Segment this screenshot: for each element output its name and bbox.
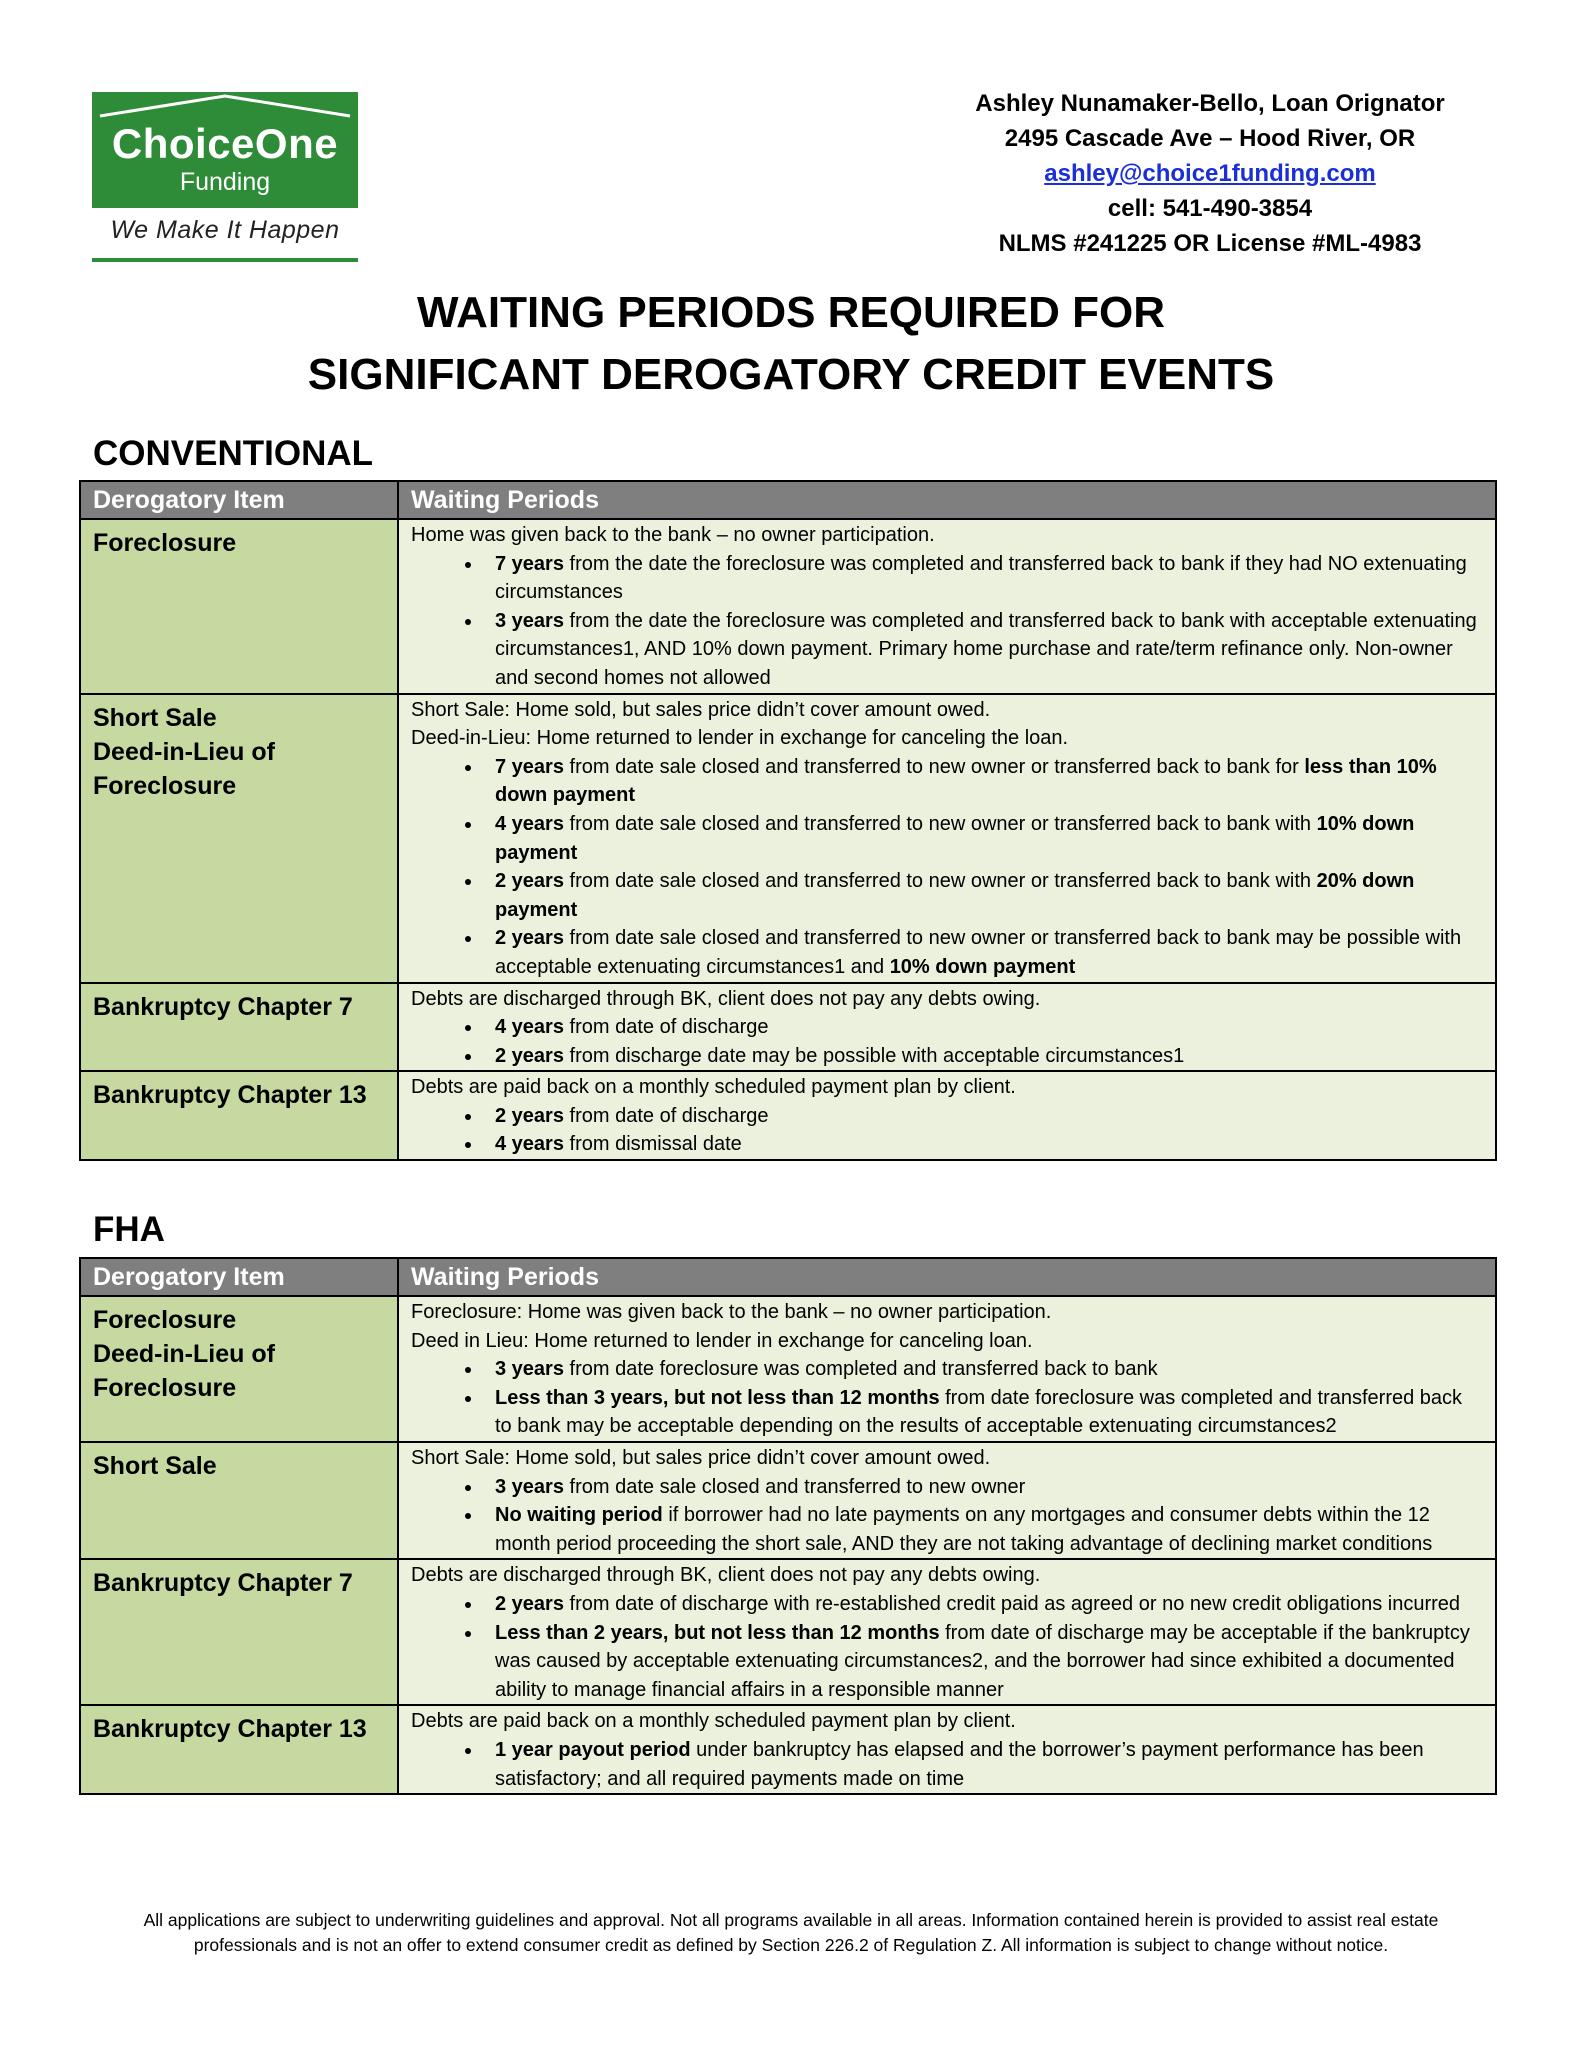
waiting-period-intro: Debts are paid back on a monthly scheduled payment plan by client.: [411, 1710, 1016, 1733]
bullet-text: from the date the foreclosure was completed and transferred back to bank with acceptable extenuating circumstances1, AND 10% down payment. Primary home purchase and rate/term refinance only. Non-owner and second homes not allowed: [495, 609, 1477, 689]
company-logo: [92, 92, 358, 264]
bullet-emphasis: 3 years: [495, 1475, 564, 1498]
bullet-text: from date of discharge with re-established credit paid as agreed or no new credit obligations incurred: [563, 1592, 1461, 1615]
column-header-item: Derogatory Item: [80, 1258, 398, 1296]
bullet-emphasis: 4 years: [495, 1133, 564, 1156]
waiting-period-bullet: [483, 924, 1483, 981]
title-line-2: SIGNIFICANT DEROGATORY CREDIT EVENTS: [307, 350, 1275, 399]
waiting-period-bullet: [483, 1619, 1483, 1705]
waiting-period-cell: [398, 1705, 1496, 1794]
conventional-table: [79, 480, 1497, 1161]
bullet-emphasis: 2 years: [495, 870, 564, 893]
table-row: [80, 1705, 1496, 1794]
derogatory-item-cell: [80, 1071, 398, 1160]
derogatory-item-label: Bankruptcy Chapter 7: [93, 1569, 353, 1598]
footer-disclaimer: All applications are subject to underwriting guidelines and approval. Not all programs available in all areas. Information contained herein is provided to assist real estate professionals and is not an offer to extend consumer credit as defined by Section 226.2 of Regulation Z. All information is subject to change without notice.: [143, 1910, 1439, 1955]
bullet-text: from the date the foreclosure was completed and transferred back to bank if they had NO extenuating circumstances: [495, 552, 1467, 604]
bullet-emphasis: 2 years: [495, 927, 564, 950]
bullet-text: from date foreclosure was completed and transferred back to bank may be acceptable depending on the results of acceptable extenuating circumstances2: [495, 1386, 1463, 1438]
table-row: [80, 1071, 1496, 1160]
title-line-1: WAITING PERIODS REQUIRED FOR: [416, 288, 1166, 337]
waiting-period-bullet: [483, 1013, 1483, 1042]
derogatory-item-label: Short Sale: [93, 1451, 217, 1480]
bullet-emphasis: 10% down payment: [889, 955, 1076, 978]
logo-box: [92, 92, 358, 208]
derogatory-item-label: Bankruptcy Chapter 13: [93, 1081, 367, 1110]
bullet-emphasis: 4 years: [495, 1016, 564, 1039]
waiting-period-intro: Debts are discharged through BK, client does not pay any debts owing.: [411, 1564, 1041, 1587]
waiting-period-bullet: [483, 1102, 1483, 1131]
waiting-period-intro: Short Sale: Home sold, but sales price didn’t cover amount owed.: [411, 698, 991, 721]
derogatory-item-cell: [80, 983, 398, 1072]
bullet-text: from discharge date may be possible with acceptable circumstances1: [563, 1044, 1185, 1067]
waiting-period-intro: Deed in Lieu: Home returned to lender in exchange for canceling loan.: [411, 1329, 1033, 1352]
bullet-emphasis: 7 years: [495, 755, 564, 778]
bullet-text: from date of discharge: [563, 1104, 769, 1127]
column-header-waiting: Waiting Periods: [398, 1258, 1496, 1296]
derogatory-item-label: Foreclosure: [93, 529, 237, 557]
table-row: [80, 1296, 1496, 1442]
logo-underline: [92, 258, 358, 262]
waiting-period-bullet: [483, 753, 1483, 810]
waiting-period-cell: [398, 694, 1496, 983]
bullet-emphasis: 2 years: [495, 1044, 564, 1067]
waiting-period-intro: Short Sale: Home sold, but sales price didn’t cover amount owed.: [411, 1446, 991, 1469]
waiting-period-bullet: [483, 1501, 1483, 1558]
waiting-period-list: [411, 1102, 1483, 1159]
waiting-period-list: [411, 1013, 1483, 1070]
derogatory-item-cell: [80, 519, 398, 694]
derogatory-item-cell: [80, 1296, 398, 1442]
table-row: [80, 694, 1496, 983]
waiting-period-intro: Home was given back to the bank – no owner participation.: [411, 524, 935, 546]
bullet-text: under bankruptcy has elapsed and the borrower’s payment performance has been satisfactory; and all required payments made on time: [495, 1738, 1424, 1790]
contact-address: 2495 Cascade Ave – Hood River, OR: [1004, 125, 1416, 152]
waiting-period-list: [411, 1355, 1483, 1441]
waiting-period-list: [411, 550, 1483, 693]
contact-name: Ashley Nunamaker-Bello, Loan Orignator: [975, 90, 1445, 117]
bullet-emphasis: less than 10% down payment: [495, 755, 1437, 807]
waiting-period-intro: Deed-in-Lieu: Home returned to lender in exchange for canceling the loan.: [411, 727, 1069, 750]
waiting-period-bullet: [483, 810, 1483, 867]
bullet-emphasis: No waiting period: [495, 1504, 663, 1527]
bullet-text: from date sale closed and transferred to new owner or transferred back to bank may be possible with acceptable extenuating circumstances1 and: [495, 927, 1462, 978]
column-header-waiting: Waiting Periods: [398, 481, 1496, 519]
waiting-period-bullet: [483, 607, 1483, 693]
logo-brand: ChoiceOne: [111, 120, 339, 167]
contact-email-link[interactable]: ashley@choice1funding.com: [1044, 160, 1376, 187]
bullet-text: if borrower had no late payments on any mortgages and consumer debts within the 12 month period proceeding the short sale, AND they are not taking advantage of declining market conditions: [495, 1504, 1433, 1555]
bullet-emphasis: Less than 3 years, but not less than 12 months: [495, 1386, 940, 1409]
waiting-period-intro: Debts are paid back on a monthly scheduled payment plan by client.: [411, 1076, 1016, 1099]
bullet-text: from date of discharge may be acceptable if the bankruptcy was caused by acceptable extenuating circumstances2, and the borrower had since exhibited a documented ability to manage financial affairs in a responsible manner: [495, 1621, 1470, 1701]
roof-icon: [92, 92, 358, 122]
bullet-emphasis: 3 years: [495, 1358, 564, 1381]
contact-block: [930, 86, 1490, 261]
derogatory-item-label: Foreclosure: [93, 771, 237, 800]
waiting-period-bullet: [483, 1130, 1483, 1159]
bullet-emphasis: 2 years: [495, 1592, 564, 1615]
waiting-period-intro: Debts are discharged through BK, client does not pay any debts owing.: [411, 987, 1041, 1010]
waiting-period-list: [411, 1736, 1483, 1793]
derogatory-item-label: Foreclosure: [93, 1374, 237, 1402]
table-header-row: [80, 481, 1496, 519]
fha-table: [79, 1257, 1497, 1795]
column-header-item: Derogatory Item: [80, 481, 398, 519]
derogatory-item-label: Deed-in-Lieu of: [93, 737, 275, 766]
derogatory-item-cell: [80, 1705, 398, 1794]
bullet-emphasis: 3 years: [495, 609, 564, 632]
table-row: [80, 1559, 1496, 1705]
bullet-emphasis: 7 years: [495, 552, 564, 575]
waiting-period-bullet: [483, 1590, 1483, 1619]
bullet-text: from date sale closed and transferred to new owner or transferred back to bank with: [563, 870, 1317, 893]
bullet-emphasis: 1 year payout period: [495, 1738, 691, 1761]
bullet-emphasis: Less than 2 years, but not less than 12 months: [495, 1621, 940, 1644]
waiting-period-cell: [398, 1442, 1496, 1559]
table-row: [80, 1442, 1496, 1559]
waiting-period-intro: Foreclosure: Home was given back to the bank – no owner participation.: [411, 1301, 1052, 1323]
derogatory-item-label: Foreclosure: [93, 1306, 237, 1334]
waiting-period-bullet: [483, 1736, 1483, 1793]
bullet-text: from date foreclosure was completed and transferred back to bank: [563, 1358, 1158, 1381]
derogatory-item-label: Bankruptcy Chapter 13: [93, 1715, 367, 1744]
bullet-text: from date sale closed and transferred to new owner or transferred back to bank with: [563, 812, 1317, 835]
waiting-period-list: [411, 1590, 1483, 1704]
table-header-row: [80, 1258, 1496, 1296]
waiting-period-cell: [398, 1559, 1496, 1705]
bullet-emphasis: 10% down payment: [495, 812, 1415, 864]
waiting-period-bullet: [483, 867, 1483, 924]
derogatory-item-cell: [80, 1559, 398, 1705]
waiting-period-list: [411, 1473, 1483, 1559]
waiting-period-cell: [398, 983, 1496, 1072]
waiting-period-cell: [398, 1296, 1496, 1442]
bullet-emphasis: 4 years: [495, 812, 564, 835]
contact-cell: cell: 541-490-3854: [1107, 195, 1313, 222]
derogatory-item-label: Short Sale: [93, 703, 217, 732]
bullet-text: from date sale closed and transferred to new owner: [563, 1475, 1026, 1498]
waiting-period-cell: [398, 519, 1496, 694]
section-heading-fha: FHA: [93, 1210, 165, 1249]
contact-license: NLMS #241225 OR License #ML-4983: [998, 230, 1422, 257]
derogatory-item-cell: [80, 694, 398, 983]
waiting-period-bullet: [483, 550, 1483, 607]
table-row: [80, 519, 1496, 694]
derogatory-item-label: Bankruptcy Chapter 7: [93, 992, 353, 1021]
bullet-emphasis: 2 years: [495, 1104, 564, 1127]
waiting-period-bullet: [483, 1042, 1483, 1071]
section-heading-conventional: CONVENTIONAL: [93, 434, 373, 473]
bullet-text: from dismissal date: [563, 1133, 742, 1156]
waiting-period-bullet: [483, 1355, 1483, 1384]
waiting-period-bullet: [483, 1473, 1483, 1502]
logo-sub: Funding: [179, 168, 271, 196]
derogatory-item-label: Deed-in-Lieu of: [93, 1340, 275, 1368]
waiting-period-bullet: [483, 1384, 1483, 1441]
waiting-period-list: [411, 753, 1483, 982]
bullet-emphasis: 20% down payment: [495, 870, 1415, 921]
bullet-text: from date sale closed and transferred to new owner or transferred back to bank for: [563, 755, 1305, 778]
table-row: [80, 983, 1496, 1072]
waiting-period-cell: [398, 1071, 1496, 1160]
logo-tagline: We Make It Happen: [110, 216, 340, 244]
derogatory-item-cell: [80, 1442, 398, 1559]
document-title: [0, 282, 1582, 406]
bullet-text: from date of discharge: [563, 1016, 769, 1039]
